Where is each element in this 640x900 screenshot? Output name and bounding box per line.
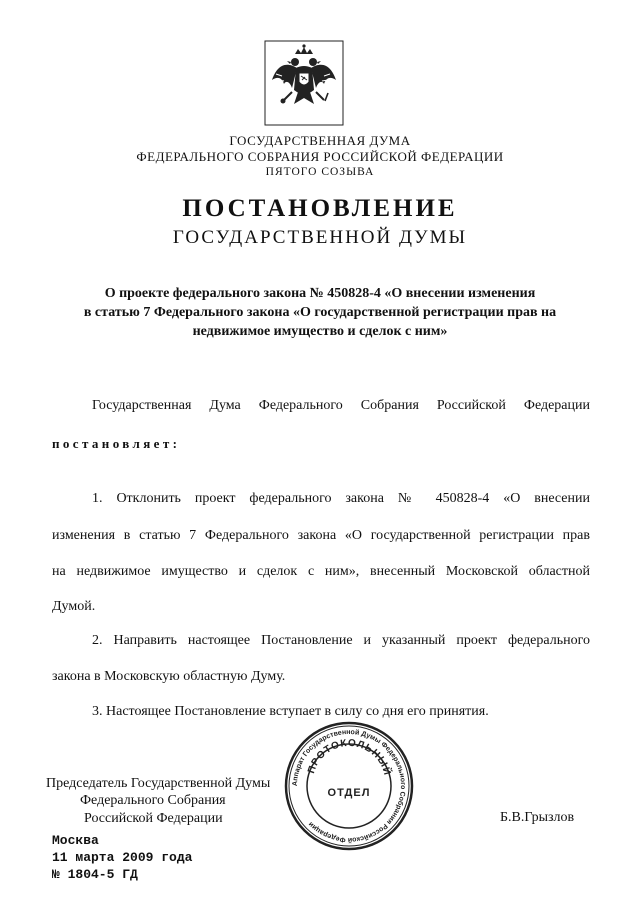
- org-name-line1: ГОСУДАРСТВЕННАЯ ДУМА: [229, 133, 411, 148]
- stamp-center-text: ОТДЕЛ: [327, 787, 371, 799]
- coat-of-arms-emblem: [264, 40, 344, 126]
- stamp-outer-text: Аппарат Государственной Думы Федерального Собрания Российской Федерации: [291, 728, 407, 844]
- footer-city: Москва: [52, 833, 99, 848]
- footer-number: № 1804-5 ГД: [52, 867, 138, 882]
- item3-line: 3. Настоящее Постановление вступает в силу со дня его принятия.: [92, 704, 489, 719]
- item1-line: Думой.: [52, 599, 96, 614]
- item1-line: 1. Отклонить проект федерального закона № 450828-4 «О внесении: [92, 491, 590, 506]
- item1-line: на недвижимое имущество и сделок с ним», внесенный Московской областной: [52, 564, 590, 579]
- item2-line: 2. Направить настоящее Постановление и указанный проект федерального: [92, 633, 590, 648]
- signature-position-line2: Федерального Собрания: [80, 793, 226, 808]
- org-name-line2: ФЕДЕРАЛЬНОГО СОБРАНИЯ РОССИЙСКОЙ ФЕДЕРАЦИИ: [136, 149, 504, 164]
- footer-date: 11 марта 2009 года: [52, 850, 193, 865]
- convocation: ПЯТОГО СОЗЫВА: [265, 166, 375, 178]
- document-type: ПОСТАНОВЛЕНИЕ: [182, 195, 458, 222]
- document-subject: [60, 284, 580, 341]
- item2-line: закона в Московскую областную Думу.: [52, 669, 286, 684]
- official-seal-stamp: [283, 720, 415, 852]
- decree-word: постановляет:: [52, 436, 181, 451]
- subject-line: О проекте федерального закона № 450828-4 «О внесении изменения: [104, 286, 536, 301]
- signature-position-line3: Российской Федерации: [84, 811, 223, 826]
- item1-line: изменения в статью 7 Федерального закона «О государственной регистрации прав: [52, 528, 590, 543]
- intro-paragraph: Государственная Дума Федерального Собрания Российской Федерации: [92, 398, 590, 413]
- stamp-inner-text: ПРОТОКОЛЬНЫЙ: [306, 737, 393, 778]
- subject-line: недвижимое имущество и сделок с ним»: [192, 324, 448, 339]
- signer-name: Б.В.Грызлов: [500, 810, 575, 825]
- subject-line: в статью 7 Федерального закона «О государственной регистрации прав на: [83, 305, 557, 320]
- document-type-sub: ГОСУДАРСТВЕННОЙ ДУМЫ: [172, 227, 468, 248]
- signature-position-line1: Председатель Государственной Думы: [46, 776, 271, 791]
